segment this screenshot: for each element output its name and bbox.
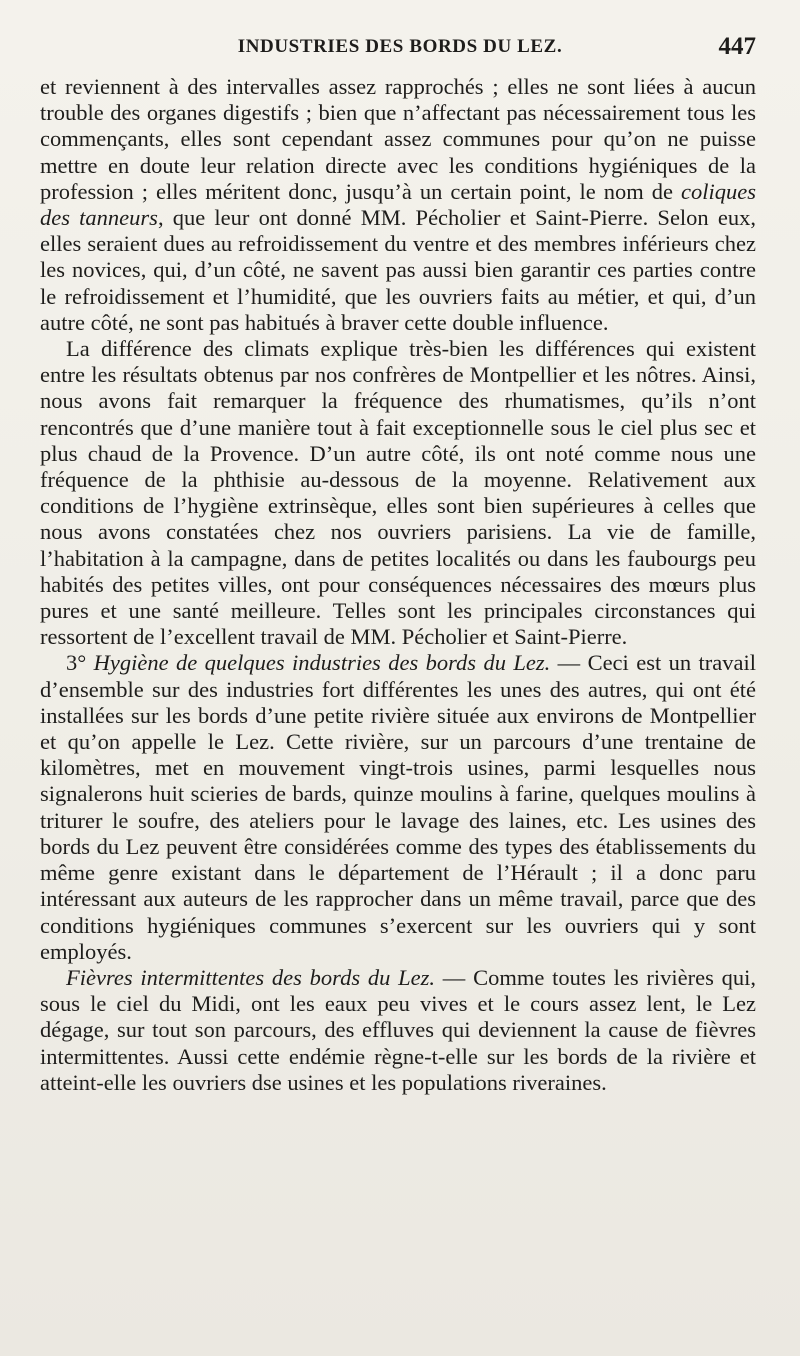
paragraph-text: et reviennent à des intervalles assez rapprochés ; elles ne sont liées à aucun trouble des organes digestifs ; bien que n’affectant pas nécessairement tous les commençants, elles sont cependant assez communes pour qu’on ne puisse mettre en doute leur relation directe avec les conditions hygiéniques de la profession ; elles méritent donc, jusqu’à un certain point, le nom de bbox=[40, 74, 756, 204]
page-number: 447 bbox=[718, 33, 756, 60]
paragraph-text: — Comme toutes les rivières qui, sous le ciel du Midi, ont les eaux peu vives et le cours assez lent, le Lez dégage, sur tout son parcours, des effluves qui deviennent la cause de fièvres intermittentes. Aussi cette endémie règne-t-elle sur les bords de la rivière et atteint-elle les ouvriers dse usines et les populations riveraines. bbox=[40, 964, 756, 1095]
section-number: 3° bbox=[66, 650, 94, 676]
running-title: INDUSTRIES DES BORDS DU LEZ. bbox=[237, 36, 563, 57]
body-text bbox=[40, 74, 756, 1096]
running-head bbox=[40, 33, 760, 62]
paragraph-climats bbox=[40, 336, 756, 650]
italic-term: coliques des tanneurs bbox=[40, 178, 756, 231]
paragraph-hygiene-lez bbox=[40, 650, 756, 964]
section-heading: Fièvres intermittentes des bords du Lez. bbox=[66, 964, 436, 990]
paragraph-text: , que leur ont donné MM. Pécholier et Saint-Pierre. Selon eux, elles seraient dues au refroidissement du ventre et des membres inférieurs chez les novices, qui, d’un côté, ne savent pas aussi bien garantir ces parties contre le refroidissement et l’humidité, que les ouvriers faits au métier, et qui, d’un autre côté, ne sont pas habitués à braver cette double influence. bbox=[40, 205, 756, 335]
paragraph-text: La différence des climats explique très-bien les différences qui existent entre les résultats obtenus par nos confrères de Montpellier et les nôtres. Ainsi, nous avons fait remarquer la fréquence des rhumatismes, qu’ils n’ont rencontrés que d’une manière tout à fait exceptionnelle sous le ciel plus sec et plus chaud de la Provence. D’un autre côté, ils ont noté comme nous une fréquence de la phthisie au-dessous de la moyenne. Relativement aux conditions de l’hygiène extrinsèque, elles sont bien supérieures à celles que nous avons constatées chez nos ouvriers parisiens. La vie de famille, l’habitation à la campagne, dans de petites localités ou dans les faubourgs peu habités des petites villes, ont pour conséquences nécessaires des mœurs plus pures et une santé meilleure. Telles sont les principales circonstances qui ressortent de l’excellent travail de MM. Pécholier et Saint-Pierre. bbox=[40, 336, 756, 650]
paragraph-text: — Ceci est un travail d’ensemble sur des industries fort différentes les unes des autres, qui ont été installées sur les bords d’une petite rivière située aux environs de Montpellier et qu’on appelle le Lez. Cette rivière, sur un parcours d’une trentaine de kilomètres, met en mouvement vingt-trois usines, parmi lesquelles nous signalerons huit scieries de bards, quinze moulins à farine, quelques moulins à triturer le soufre, des ateliers pour le lavage des laines, etc. Les usines des bords du Lez peuvent être considérées comme des types des établissements du même genre existant dans le département de l’Hérault ; il a donc paru intéressant aux auteurs de les rapprocher dans un même travail, parce que des conditions hygiéniques communes s’exercent sur les ouvriers qui y sont employés. bbox=[40, 650, 756, 964]
paragraph-coliques bbox=[40, 74, 756, 336]
paragraph-fievres bbox=[40, 965, 756, 1096]
section-heading: Hygiène de quelques industries des bords du Lez. bbox=[93, 650, 551, 676]
